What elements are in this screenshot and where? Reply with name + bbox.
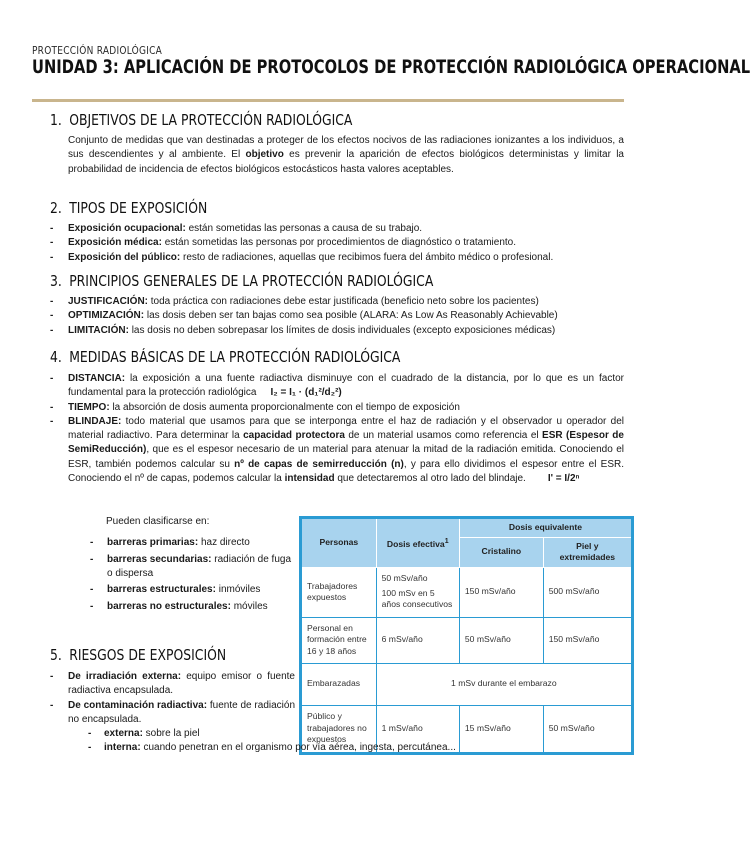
bold-term: intensidad xyxy=(284,473,335,485)
list-item xyxy=(50,295,624,309)
bold-term: TIEMPO: xyxy=(68,401,110,413)
list-item xyxy=(50,670,295,699)
bold-term: barreras estructurales: xyxy=(107,584,216,596)
bold-term: ESR (Espesor de SemiReducción) xyxy=(68,430,624,456)
text-run: la absorción de dosis aumenta proporcionalmente con el tiempo de exposición xyxy=(109,401,460,413)
bold-term: OPTIMIZACIÓN: xyxy=(68,310,145,322)
cell-cristalino: 50 mSv/año xyxy=(459,617,543,663)
bold-term: De irradiación externa: xyxy=(68,671,182,682)
list-item xyxy=(88,583,293,597)
text-run: cuando penetran en el organismo por vía aérea, ingesta, percutánea... xyxy=(140,742,456,754)
section-1-paragraph xyxy=(68,134,624,177)
bold-term: DISTANCIA: xyxy=(68,373,126,384)
list-item-distancia xyxy=(50,372,624,401)
nested-list-item xyxy=(50,741,456,755)
exposure-types-list xyxy=(50,222,624,265)
cell-persona: Público y trabajadores no expuestos xyxy=(301,705,377,753)
list-item xyxy=(50,324,624,338)
list-item xyxy=(50,222,624,236)
bold-term: nº de capas de semirreducción (n) xyxy=(234,458,404,470)
header-personas xyxy=(301,518,377,568)
bold-term: De contaminación radiactiva: xyxy=(68,699,208,711)
header-piel xyxy=(543,537,632,567)
list-item xyxy=(88,536,293,550)
bold-term: externa: xyxy=(104,728,143,740)
subject-label: PROTECCIÓN RADIOLÓGICA xyxy=(32,44,163,57)
header-text: Dosis equivalente xyxy=(508,522,582,532)
text-run: Conjunto de medidas que van destinadas a proteger de los efectos nocivos de las radiaciones ionizantes a los individuos, a sus descendientes y al ambiente. El xyxy=(68,135,624,161)
table-row xyxy=(301,567,633,617)
cell-cristalino: 15 mSv/año xyxy=(459,705,543,753)
text-run: que detectaremos al otro lado del blindaje. xyxy=(334,473,526,485)
list-item xyxy=(50,236,624,250)
text-run: toda práctica con radiaciones debe estar justificada (beneficio neto sobre los pacientes) xyxy=(148,296,539,307)
section-title: OBJETIVOS DE LA PROTECCIÓN RADIOLÓGICA xyxy=(69,111,353,129)
section-number: 3. xyxy=(50,272,62,290)
text-run: equipo emisor o fuente radiactiva encapsulada. xyxy=(68,671,295,697)
cell-efectiva: 1 mSv/año xyxy=(376,705,459,753)
text-run: inmóviles xyxy=(215,584,261,596)
cell-persona: Personal en formación entre 16 y 18 años xyxy=(301,617,377,663)
cell-piel: 50 mSv/año xyxy=(543,705,632,753)
header-dosis-equivalente xyxy=(459,518,632,538)
text-run: radiación de fuga o dispersa xyxy=(107,553,292,579)
bold-term: LIMITACIÓN: xyxy=(68,324,129,336)
cell-piel: 150 mSv/año xyxy=(543,617,632,663)
dose-limits-table xyxy=(299,516,634,755)
section-number: 1. xyxy=(50,111,62,129)
list-item xyxy=(88,553,293,582)
barriers-block xyxy=(88,515,293,616)
text-run: , y para ello dividimos el espesor entre el ESR. Conociendo el nº de capas, podemos calcular la xyxy=(68,458,625,485)
table-row xyxy=(301,663,633,705)
header-text: Piel y extremidades xyxy=(559,540,616,562)
section-number: 4. xyxy=(50,348,62,366)
section-5-heading xyxy=(50,646,227,664)
section-title: TIPOS DE EXPOSICIÓN xyxy=(69,199,208,217)
section-number: 5. xyxy=(50,646,62,664)
bold-term: barreras primarias: xyxy=(107,537,199,549)
bold-term: Exposición ocupacional: xyxy=(68,223,186,234)
principles-list xyxy=(50,295,624,338)
header-cristalino xyxy=(459,537,543,567)
text-run: sobre la piel xyxy=(142,728,200,740)
header-dosis-efectiva xyxy=(376,518,459,568)
list-item-tiempo xyxy=(50,401,624,415)
text-run: resto de radiaciones, aquellas que recibimos fuera del ámbito médico o profesional. xyxy=(180,251,554,263)
bold-term: BLINDAJE: xyxy=(68,415,122,427)
section-4-heading xyxy=(50,348,401,366)
table-header-row xyxy=(301,518,633,538)
header-text: Cristalino xyxy=(481,546,522,557)
header-text: Personas xyxy=(319,537,359,547)
bold-term: Exposición del público: xyxy=(68,251,181,263)
bold-term: barreras secundarias: xyxy=(107,553,212,565)
section-number: 2. xyxy=(50,199,62,217)
bold-term: Exposición médica: xyxy=(68,237,162,249)
section-title: RIESGOS DE EXPOSICIÓN xyxy=(69,646,227,664)
section-3-heading xyxy=(50,272,434,290)
cell-cristalino: 150 mSv/año xyxy=(459,567,543,617)
text-run: de un material usamos como referencia el xyxy=(344,430,543,442)
barriers-intro: Pueden clasificarse en: xyxy=(106,516,210,527)
section-title: MEDIDAS BÁSICAS DE LA PROTECCIÓN RADIOLÓGICA xyxy=(69,348,401,366)
text-run: fuente de radiación no encapsulada. xyxy=(68,699,296,725)
unit-title: UNIDAD 3: APLICACIÓN DE PROTOCOLOS DE PROTECCIÓN RADIOLÓGICA OPERACIONAL xyxy=(32,57,750,78)
bold-term: interna: xyxy=(104,742,141,754)
list-item xyxy=(50,699,295,728)
title-divider xyxy=(32,99,624,102)
nested-list-item xyxy=(50,727,295,741)
table-row xyxy=(301,617,633,663)
distance-formula: I₂ = I₁ · (d₁²/d₂²) xyxy=(270,387,342,399)
text-run: , que es el espesor necesario de un material para atenuar la mitad de la radiación emitida. Conociendo el ESR, también podemos calcular su xyxy=(68,444,624,470)
cell-efectiva: 6 mSv/año xyxy=(376,617,459,663)
text-run: es prevenir la aparición de efectos biológicos deterministas y limitar la probabilidad de incidencia de efectos biológicos estocásticos hasta valores aceptables. xyxy=(68,149,624,175)
cell-line: 50 mSv/año xyxy=(381,573,428,584)
cell-persona: Embarazadas xyxy=(301,663,377,705)
text-run: las dosis no deben sobrepasar los límites de dosis individuales (excepto exposiciones médicas) xyxy=(128,324,556,336)
list-item xyxy=(50,309,624,323)
basic-measures-list xyxy=(50,372,624,486)
section-1-heading xyxy=(50,111,353,129)
bold-term: barreras no estructurales: xyxy=(107,600,231,612)
list-item-blindaje xyxy=(50,415,624,486)
cell-persona: Trabajadores expuestos xyxy=(301,567,377,617)
cell-efectiva xyxy=(376,567,459,617)
bold-term: objetivo xyxy=(245,149,284,161)
bold-term: capacidad protectora xyxy=(243,430,345,442)
text-run: móviles xyxy=(230,600,268,612)
text-run: la exposición a una fuente radiactiva disminuye con el cuadrado de la distancia, por lo que es un factor fundamental para la protección radiológica xyxy=(68,373,624,399)
list-item xyxy=(88,600,293,614)
section-title: PRINCIPIOS GENERALES DE LA PROTECCIÓN RADIOLÓGICA xyxy=(69,272,434,290)
list-item xyxy=(50,251,624,265)
cell-valor: 1 mSv durante el embarazo xyxy=(376,663,632,705)
text-run: haz directo xyxy=(198,537,250,549)
text-run: todo material que usamos para que se interponga entre el haz de radiación y el observador u operador del material radiactivo. Para determinar la xyxy=(68,415,624,442)
text-run: están sometidas las personas a causa de su trabajo. xyxy=(185,223,423,234)
cell-piel: 500 mSv/año xyxy=(543,567,632,617)
shield-formula: I' = I/2ⁿ xyxy=(547,473,580,485)
text-run: están sometidas las personas por procedimientos de diagnóstico o tratamiento. xyxy=(161,237,517,249)
text-run: las dosis deben ser tan bajas como sea posible (ALARA: As Low As Reasonably Achievable) xyxy=(144,310,558,322)
bold-term: JUSTIFICACIÓN: xyxy=(68,296,148,307)
header-text: Dosis efectiva xyxy=(386,538,445,549)
section-2-heading xyxy=(50,199,208,217)
cell-line: 100 mSv en 5 años consecutivos xyxy=(381,587,453,610)
footnote-marker: 1 xyxy=(444,537,449,545)
